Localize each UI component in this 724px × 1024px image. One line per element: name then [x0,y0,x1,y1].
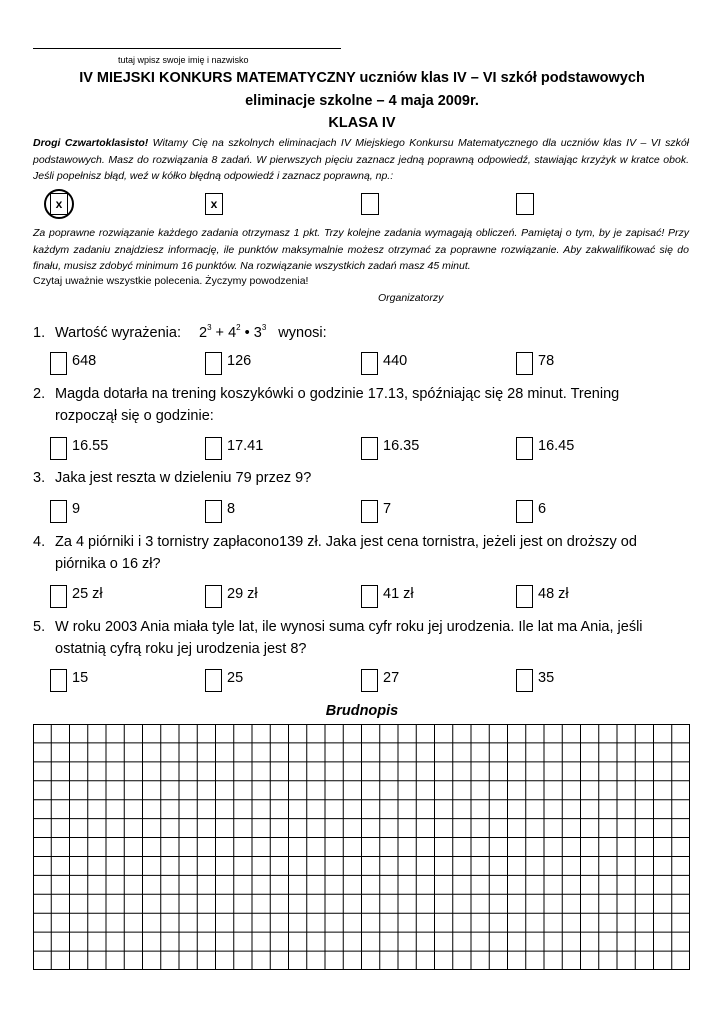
question-text: Jaka jest reszta w dzieleniu 79 przez 9? [55,470,312,486]
answer-checkbox[interactable] [205,437,222,460]
answer-checkbox[interactable] [205,352,222,375]
rules-paragraph: Za poprawne rozwiązanie każdego zadania otrzymasz 1 pkt. Trzy kolejne zadania wymagają obliczeń. Pamiętaj o tym, by je zapisać! Przy każdym zadaniu znajdziesz informację, ile punktów maksymalnie możesz otrzymać za poprawne rozwiązanie. Aby zakwalifikować się do finału, musisz zdobyć minimum 16 punktów. Na rozwiązanie wszystkich zadań masz 45 minut. [33,227,689,272]
question-1 [33,317,683,344]
answer-checkbox[interactable] [361,585,378,608]
example-checkbox-marked: x [205,193,223,215]
question-number: 1. [33,325,46,341]
question-text: Magda dotarła na trening koszykówki o godzinie 17.13, spóźniając się 28 minut. Trening [55,386,620,402]
question-text: Wartość wyrażenia: [55,325,181,341]
answer-checkbox[interactable] [361,352,378,375]
answer-checkbox[interactable] [516,585,533,608]
answer-checkbox[interactable] [50,437,67,460]
question-5 [33,616,683,660]
page-title: IV MIEJSKI KONKURS MATEMATYCZNY uczniów klas IV – VI szkół podstawowych [79,70,645,86]
question-text: Za 4 piórniki i 3 tornistry zapłacono139 zł. Jaka jest cena tornistra, jeżeli jest on droższy od [55,534,637,550]
question-tail: wynosi: [278,325,327,341]
answer-option: 9 [72,501,81,517]
question-text-cont: rozpoczął się o godzinie: [55,408,214,424]
answer-option: 16.45 [538,438,575,454]
answer-checkbox[interactable] [516,437,533,460]
question-4 [33,531,683,575]
answer-option: 17.41 [227,438,264,454]
answer-checkbox[interactable] [516,669,533,692]
answer-option: 25 [227,670,244,686]
draft-title: Brudnopis [325,703,399,719]
answer-option: 25 zł [72,586,103,602]
question-3 [33,467,683,489]
answer-option: 78 [538,353,555,369]
page-subtitle: eliminacje szkolne – 4 maja 2009r. [245,93,479,109]
question-text: W roku 2003 Ania miała tyle lat, ile wynosi suma cyfr roku jej urodzenia. Ile lat ma Ania, jeśli [55,619,643,635]
example-checkbox-empty [361,193,379,215]
answer-option: 35 [538,670,555,686]
answer-checkbox[interactable] [361,500,378,523]
answer-option: 29 zł [227,586,258,602]
question-number: 4. [33,534,46,550]
draft-grid[interactable] [33,724,690,970]
question-number: 5. [33,619,46,635]
name-hint: tutaj wpisz swoje imię i nazwisko [118,55,249,65]
answer-option: 16.55 [72,438,109,454]
answer-option: 41 zł [383,586,414,602]
answer-checkbox[interactable] [50,669,67,692]
answer-checkbox[interactable] [516,500,533,523]
example-checkbox-empty [516,193,534,215]
intro-paragraph [33,135,689,185]
rules-good-luck: Czytaj uważnie wszystkie polecenia. Życzymy powodzenia! [33,275,309,287]
answer-option: 27 [383,670,400,686]
answer-option: 8 [227,501,236,517]
answer-checkbox[interactable] [50,585,67,608]
class-label: KLASA IV [328,115,396,131]
expression: $2^3 + 4^2$ • $3^3$ [199,323,267,341]
answer-option: 15 [72,670,89,686]
answer-checkbox[interactable] [361,437,378,460]
name-line[interactable] [33,48,341,49]
question-number: 2. [33,386,46,402]
question-number: 3. [33,470,46,486]
answer-option: 648 [72,353,97,369]
answer-option: 6 [538,501,547,517]
answer-option: 16.35 [383,438,420,454]
question-text-cont: piórnika o 16 zł? [55,556,161,572]
question-text-cont: ostatnią cyfrą roku jej urodzenia jest 8? [55,641,307,657]
intro-greeting: Drogi Czwartoklasisto! [33,137,149,149]
answer-checkbox[interactable] [50,352,67,375]
signature: Organizatorzy [378,292,444,304]
answer-checkbox[interactable] [205,500,222,523]
answer-option: 126 [227,353,252,369]
example-checkbox-circled: x [50,193,68,215]
answer-checkbox[interactable] [205,669,222,692]
answer-checkbox[interactable] [50,500,67,523]
answer-option: 440 [383,353,408,369]
answer-option: 7 [383,501,392,517]
answer-option: 48 zł [538,586,569,602]
intro-text: Witamy Cię na szkolnych eliminacjach IV Miejskiego Konkursu Matematycznego dla uczniów klas IV – VI szkół podstawowych. Masz do rozwiązania 8 zadań. W pierwszych pięciu zaznacz jedną poprawną odpowiedź, stawiając krzyżyk w kratce obok. Jeśli popełnisz błąd, weź w kółko błędną odpowiedź i zaznacz poprawną, np.: [33,137,689,182]
answer-checkbox[interactable] [516,352,533,375]
answer-checkbox[interactable] [205,585,222,608]
answer-checkbox[interactable] [361,669,378,692]
question-2 [33,383,683,427]
